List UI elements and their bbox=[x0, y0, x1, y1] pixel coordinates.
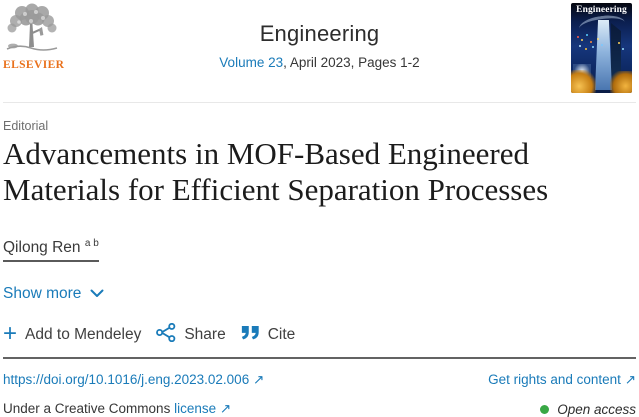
show-more-button[interactable] bbox=[3, 285, 104, 303]
author-row bbox=[3, 238, 636, 262]
add-to-mendeley-label: Add to Mendeley bbox=[25, 326, 142, 344]
article-title-line2: Materials for Efficient Separation Processes bbox=[3, 172, 549, 207]
journal-cover-thumbnail[interactable] bbox=[571, 3, 632, 93]
article-actions bbox=[3, 320, 636, 348]
cover-fish-art bbox=[577, 36, 579, 38]
article-title-line1: Advancements in MOF-Based Engineered bbox=[3, 136, 530, 171]
open-access-dot-icon bbox=[540, 405, 549, 414]
license-prefix-text: Under a Creative Commons bbox=[3, 401, 171, 417]
article-title bbox=[3, 136, 636, 208]
share-button[interactable] bbox=[156, 323, 225, 347]
chevron-down-icon bbox=[90, 285, 104, 303]
cite-button[interactable] bbox=[241, 325, 296, 345]
show-more-label: Show more bbox=[3, 285, 82, 303]
plus-icon: + bbox=[3, 320, 18, 348]
license-link[interactable] bbox=[174, 401, 231, 416]
doi-link[interactable] bbox=[3, 372, 264, 388]
author-name: Qilong Ren bbox=[3, 239, 81, 257]
journal-title-block bbox=[3, 0, 636, 70]
license-row bbox=[3, 401, 636, 417]
cite-quote-icon bbox=[241, 325, 260, 345]
volume-link[interactable]: Volume 23 bbox=[219, 55, 284, 70]
cover-masthead-text: Engineering bbox=[576, 5, 627, 15]
journal-header bbox=[3, 0, 636, 103]
article-category-label: Editorial bbox=[3, 119, 49, 133]
add-to-mendeley-button[interactable] bbox=[3, 320, 142, 348]
elsevier-tree-icon bbox=[3, 41, 59, 58]
author-affiliation-marks: a b bbox=[84, 238, 99, 249]
license-link-label: license bbox=[174, 401, 217, 417]
get-rights-link[interactable] bbox=[488, 372, 636, 388]
journal-issue-line bbox=[3, 55, 636, 70]
external-link-icon: ↗ bbox=[219, 401, 232, 417]
cover-gold-left-art bbox=[571, 70, 596, 93]
external-link-icon: ↗ bbox=[624, 372, 636, 388]
section-divider bbox=[3, 357, 636, 359]
open-access-badge bbox=[540, 402, 636, 417]
elsevier-wordmark: ELSEVIER bbox=[3, 59, 65, 71]
share-label: Share bbox=[184, 326, 226, 344]
cite-label: Cite bbox=[267, 326, 296, 344]
doi-rights-row bbox=[3, 372, 636, 388]
share-icon bbox=[156, 323, 176, 347]
doi-url: https://doi.org/10.1016/j.eng.2023.02.006 bbox=[3, 372, 250, 388]
cover-gold-right-art bbox=[610, 71, 632, 93]
issue-date-pages: , April 2023, Pages 1-2 bbox=[283, 55, 420, 70]
license-statement bbox=[3, 401, 231, 417]
elsevier-logo[interactable] bbox=[3, 2, 65, 71]
open-access-label: Open access bbox=[557, 401, 636, 417]
author-link[interactable] bbox=[3, 238, 99, 262]
journal-title-link[interactable]: Engineering bbox=[259, 21, 380, 46]
get-rights-label: Get rights and content bbox=[488, 372, 621, 388]
external-link-icon: ↗ bbox=[252, 372, 265, 388]
